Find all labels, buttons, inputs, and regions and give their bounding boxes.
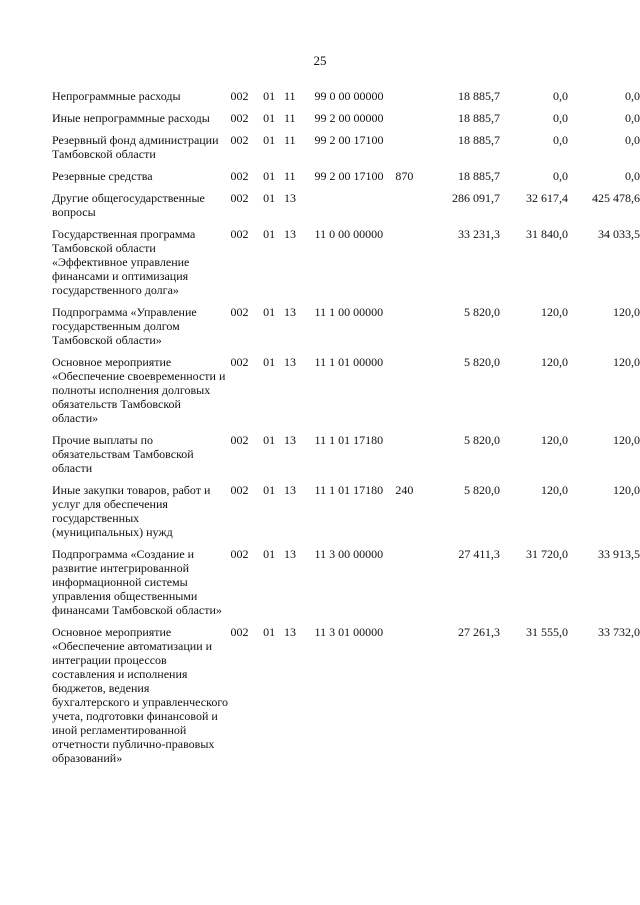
row-target-article: 99 0 00 00000: [314, 89, 384, 103]
row-grbs-code: 002: [230, 89, 249, 103]
row-section-code: 01: [263, 89, 276, 103]
row-name: Резервный фонд администрации Тамбовской области: [52, 133, 219, 161]
row-section-code: 01: [263, 227, 276, 241]
table-row: [52, 169, 640, 191]
row-amount-year1: 27 261,3: [457, 625, 500, 639]
row-amount-year2: 0,0: [552, 169, 568, 183]
row-amount-year3: 120,0: [613, 433, 640, 447]
row-amount-year3: 33 913,5: [598, 547, 640, 561]
row-target-article: 11 3 01 00000: [314, 625, 384, 639]
row-section-code: 01: [263, 625, 276, 639]
row-amount-year2: 120,0: [540, 433, 568, 447]
row-subsection-code: 11: [283, 133, 296, 147]
row-target-article: 11 1 01 17180: [314, 483, 384, 497]
row-name: Резервные средства: [52, 169, 153, 183]
row-subsection-code: 13: [283, 227, 296, 241]
row-name: Государственная программа Тамбовской области «Эффективное управление финансами и оптимизация государственного долга»: [52, 227, 196, 297]
row-amount-year3: 0,0: [625, 89, 640, 103]
row-section-code: 01: [263, 355, 276, 369]
row-amount-year1: 5 820,0: [463, 433, 500, 447]
row-name: Иные непрограммные расходы: [52, 111, 210, 125]
row-name: Непрограммные расходы: [52, 89, 181, 103]
table-row: [52, 433, 640, 483]
page-number: 25: [313, 53, 327, 68]
table-row: [52, 305, 640, 355]
row-name: Основное мероприятие «Обеспечение автоматизации и интеграции процессов составления и исполнения бюджетов, ведения бухгалтерского и управленческого учета, подготовки финансовой и иной регламентированной отчетности публично-правовых образований»: [52, 625, 228, 765]
row-subsection-code: 13: [283, 433, 296, 447]
row-amount-year2: 31 720,0: [525, 547, 568, 561]
row-expense-type: [395, 547, 415, 625]
row-amount-year1: 18 885,7: [457, 133, 500, 147]
row-grbs-code: 002: [230, 625, 249, 639]
row-amount-year1: 5 820,0: [463, 355, 500, 369]
row-amount-year3: 0,0: [625, 111, 640, 125]
row-section-code: 01: [263, 191, 276, 205]
row-target-article: 99 2 00 00000: [314, 111, 384, 125]
table-row: [52, 625, 640, 773]
row-section-code: 01: [263, 169, 276, 183]
row-amount-year1: 286 091,7: [451, 191, 500, 205]
row-amount-year1: 33 231,3: [457, 227, 500, 241]
row-amount-year3: 120,0: [613, 483, 640, 497]
row-subsection-code: 11: [283, 169, 296, 183]
table-row: [52, 227, 640, 305]
row-name: Подпрограмма «Управление государственным долгом Тамбовской области»: [52, 305, 197, 347]
row-expense-type: [395, 433, 415, 483]
row-amount-year3: 120,0: [613, 355, 640, 369]
row-section-code: 01: [263, 111, 276, 125]
row-subsection-code: 11: [283, 89, 296, 103]
row-amount-year2: 120,0: [540, 305, 568, 319]
row-expense-type: 240: [395, 483, 414, 497]
row-amount-year1: 18 885,7: [457, 89, 500, 103]
row-subsection-code: 13: [283, 191, 296, 205]
row-grbs-code: 002: [230, 305, 249, 319]
row-amount-year1: 5 820,0: [463, 305, 500, 319]
row-grbs-code: 002: [230, 133, 249, 147]
row-amount-year3: 120,0: [613, 305, 640, 319]
row-subsection-code: 13: [283, 305, 296, 319]
table-row: [52, 191, 640, 227]
row-target-article: 99 2 00 17100: [314, 133, 384, 147]
row-amount-year2: 0,0: [552, 133, 568, 147]
row-target-article: 11 1 01 00000: [314, 355, 384, 369]
row-target-article: 11 3 00 00000: [314, 547, 384, 561]
row-section-code: 01: [263, 547, 276, 561]
row-subsection-code: 13: [283, 483, 296, 497]
row-target-article: 11 1 01 17180: [314, 433, 384, 447]
row-amount-year2: 32 617,4: [525, 191, 568, 205]
row-section-code: 01: [263, 305, 276, 319]
row-section-code: 01: [263, 133, 276, 147]
row-expense-type: [395, 191, 415, 227]
row-target-article: 99 2 00 17100: [314, 169, 384, 183]
budget-table: [52, 89, 640, 773]
row-amount-year2: 0,0: [552, 89, 568, 103]
row-name: Иные закупки товаров, работ и услуг для обеспечения государственных (муниципальных) нужд: [52, 483, 211, 539]
row-section-code: 01: [263, 433, 276, 447]
row-expense-type: [395, 133, 415, 169]
row-amount-year2: 31 840,0: [525, 227, 568, 241]
row-grbs-code: 002: [230, 547, 249, 561]
row-expense-type: 870: [395, 169, 414, 183]
row-amount-year2: 0,0: [552, 111, 568, 125]
table-row: [52, 355, 640, 433]
row-grbs-code: 002: [230, 355, 249, 369]
row-grbs-code: 002: [230, 433, 249, 447]
row-amount-year2: 31 555,0: [525, 625, 568, 639]
row-subsection-code: 13: [283, 355, 296, 369]
table-row: [52, 547, 640, 625]
table-row: [52, 111, 640, 133]
row-section-code: 01: [263, 483, 276, 497]
row-name: Основное мероприятие «Обеспечение своевременности и полноты исполнения долговых обязательств Тамбовской области»: [52, 355, 226, 425]
row-amount-year3: 34 033,5: [598, 227, 640, 241]
row-target-article: [315, 191, 396, 227]
row-amount-year2: 120,0: [540, 483, 568, 497]
row-expense-type: [395, 227, 415, 305]
table-row: [52, 89, 640, 111]
row-amount-year1: 18 885,7: [457, 169, 500, 183]
row-grbs-code: 002: [230, 483, 249, 497]
row-amount-year3: 0,0: [625, 133, 640, 147]
row-amount-year3: 425 478,6: [592, 191, 640, 205]
row-grbs-code: 002: [230, 191, 249, 205]
row-amount-year2: 120,0: [540, 355, 568, 369]
row-amount-year3: 33 732,0: [598, 625, 640, 639]
row-name: Прочие выплаты по обязательствам Тамбовской области: [52, 433, 194, 475]
row-expense-type: [395, 625, 415, 773]
row-grbs-code: 002: [230, 227, 249, 241]
table-row: [52, 133, 640, 169]
row-grbs-code: 002: [230, 111, 249, 125]
row-target-article: 11 1 00 00000: [314, 305, 384, 319]
row-expense-type: [395, 111, 415, 133]
row-subsection-code: 13: [283, 625, 296, 639]
row-expense-type: [395, 355, 415, 433]
row-amount-year1: 18 885,7: [457, 111, 500, 125]
table-row: [52, 483, 640, 547]
row-amount-year1: 27 411,3: [458, 547, 500, 561]
row-expense-type: [395, 89, 415, 111]
row-subsection-code: 11: [283, 111, 296, 125]
row-name: Другие общегосударственные вопросы: [52, 191, 205, 219]
row-amount-year3: 0,0: [625, 169, 640, 183]
row-expense-type: [395, 305, 415, 355]
row-name: Подпрограмма «Создание и развитие интегрированной информационной системы управления общественными финансами Тамбовской области»: [52, 547, 222, 617]
row-grbs-code: 002: [230, 169, 249, 183]
row-amount-year1: 5 820,0: [463, 483, 500, 497]
row-target-article: 11 0 00 00000: [314, 227, 384, 241]
row-subsection-code: 13: [283, 547, 296, 561]
